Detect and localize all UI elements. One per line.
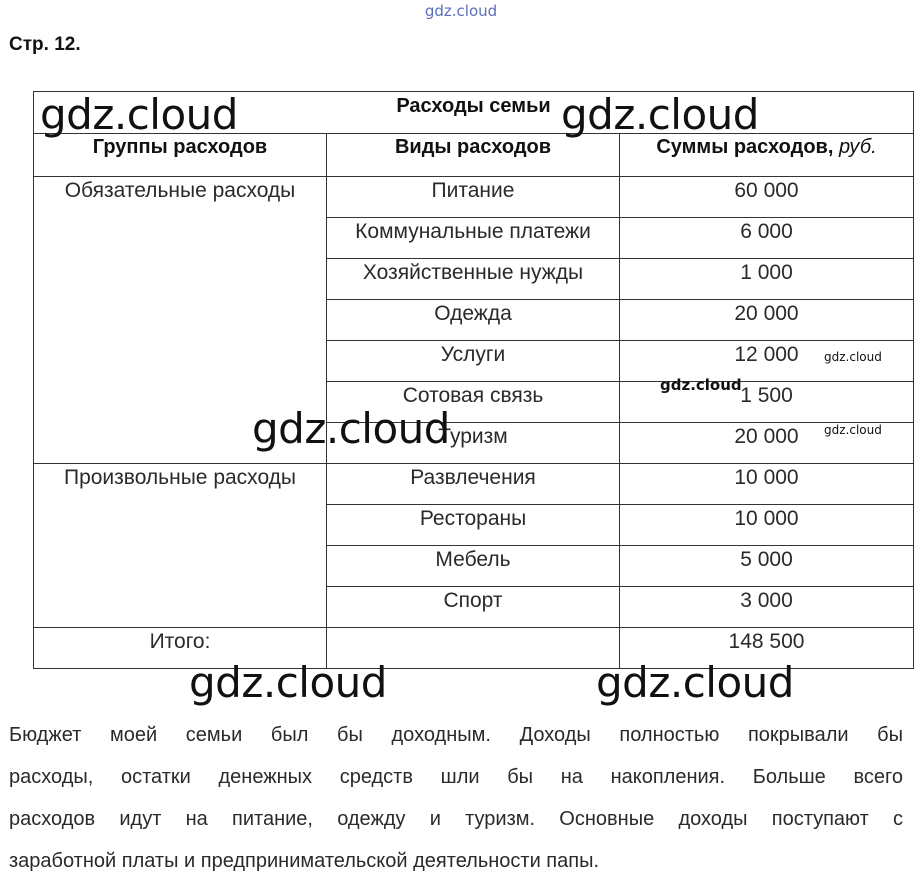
sum-cell: 5 000 [620, 546, 914, 587]
sum-cell: 6 000 [620, 218, 914, 259]
sum-cell: 20 000 [620, 423, 914, 464]
kind-cell: Туризм [327, 423, 620, 464]
total-label: Итого: [34, 628, 327, 669]
sum-cell: 60 000 [620, 177, 914, 218]
kind-cell: Коммунальные платежи [327, 218, 620, 259]
page-label: Стр. 12. [9, 34, 81, 55]
watermark: gdz.cloud [660, 376, 742, 394]
kind-cell: Хозяйственные нужды [327, 259, 620, 300]
expenses-table [33, 91, 914, 669]
kind-cell: Услуги [327, 341, 620, 382]
header-sums-unit: руб. [838, 136, 877, 158]
sum-cell: 3 000 [620, 587, 914, 628]
kind-cell: Питание [327, 177, 620, 218]
sum-cell: 20 000 [620, 300, 914, 341]
watermark: gdz.cloud [189, 658, 387, 707]
top-watermark: gdz.cloud [424, 2, 498, 20]
table-row [34, 464, 914, 505]
group-optional: Произвольные расходы [34, 464, 327, 628]
total-sum: 148 500 [620, 628, 914, 669]
watermark: gdz.cloud [561, 90, 759, 139]
group-mandatory: Обязательные расходы [34, 177, 327, 464]
header-sums [620, 134, 914, 177]
header-groups: Группы расходов [34, 134, 327, 177]
table-header-row [34, 134, 914, 177]
watermark: gdz.cloud [40, 90, 238, 139]
watermark: gdz.cloud [824, 423, 882, 437]
sum-cell: 1 000 [620, 259, 914, 300]
paragraph-line: расходы, остатки денежных средств шли бы на накопления. Больше всего [9, 766, 903, 788]
paragraph-line: расходов идут на питание, одежду и туризм. Основные доходы поступают с [9, 808, 903, 830]
kind-cell: Одежда [327, 300, 620, 341]
kind-cell: Мебель [327, 546, 620, 587]
kind-cell: Развлечения [327, 464, 620, 505]
header-sums-label: Суммы расходов, [656, 136, 834, 158]
watermark: gdz.cloud [824, 350, 882, 364]
paragraph-line: заработной платы и предпринимательской деятельности папы. [9, 850, 600, 872]
sum-cell: 10 000 [620, 464, 914, 505]
paragraph-line: Бюджет моей семьи был бы доходным. Доходы полностью покрывали бы [9, 724, 903, 746]
sum-cell: 12 000 [620, 341, 914, 382]
table-row [34, 177, 914, 218]
conclusion-paragraph [9, 714, 903, 882]
kind-cell: Сотовая связь [327, 382, 620, 423]
kind-cell: Спорт [327, 587, 620, 628]
watermark: gdz.cloud [252, 404, 450, 453]
header-kinds: Виды расходов [327, 134, 620, 177]
table-title: Расходы семьи [34, 92, 914, 134]
sum-cell: 1 500 [620, 382, 914, 423]
watermark: gdz.cloud [596, 658, 794, 707]
sum-cell: 10 000 [620, 505, 914, 546]
kind-cell: Рестораны [327, 505, 620, 546]
